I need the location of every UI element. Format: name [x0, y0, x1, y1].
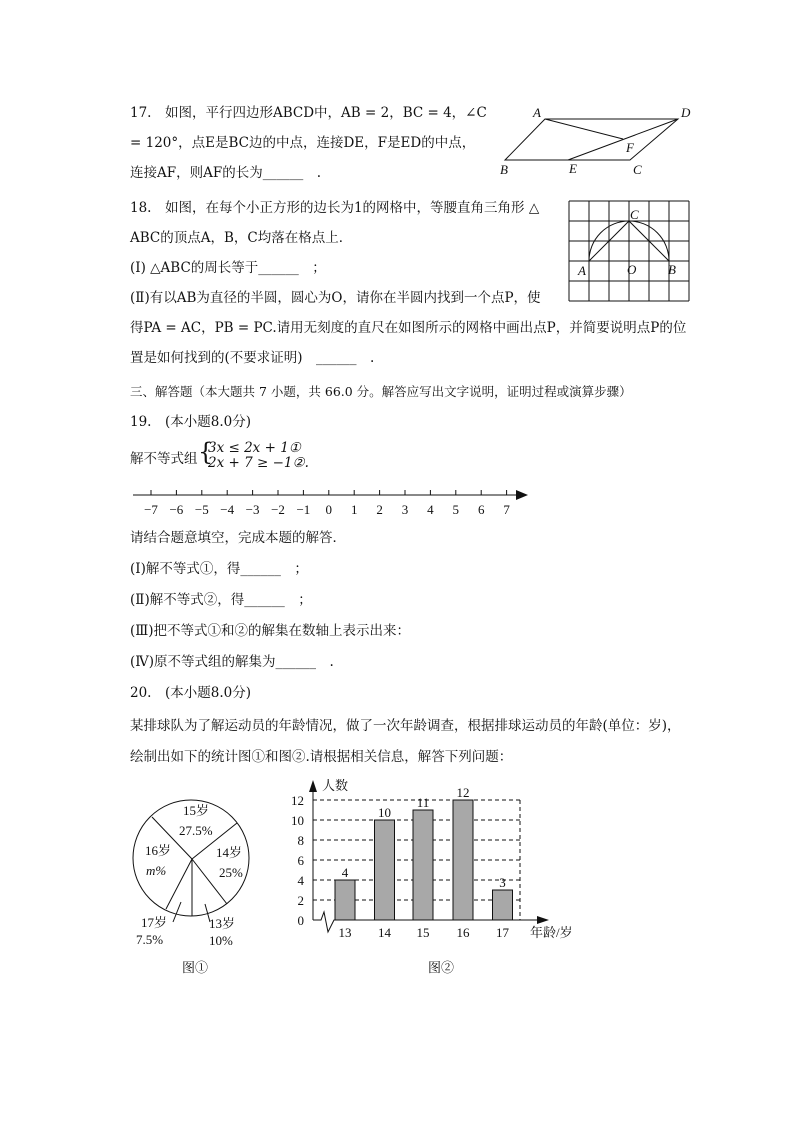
label-D: D [681, 105, 691, 120]
y-tick-label: 4 [297, 873, 304, 888]
q19-line2: (Ⅰ)解不等式①，得______ ； [130, 561, 308, 577]
bar [375, 820, 395, 920]
tick-label: −2 [271, 502, 285, 517]
pie-label-14: 14岁 [216, 845, 243, 860]
tick-label: −6 [169, 502, 184, 517]
q17-line2: = 120°，点E是BC边的中点，连接DE，F是ED的中点， [130, 135, 476, 151]
y-tick-label: 0 [297, 913, 304, 928]
parallelogram-figure [505, 119, 678, 160]
section-3-heading: 三、解答题（本大题共 7 小题，共 66.0 分。解答应写出文字说明，证明过程或演算步骤） [130, 384, 632, 399]
pie-pct-17: 7.5% [136, 932, 164, 947]
y-tick-label: 8 [297, 833, 304, 848]
q18-line6: 置是如何找到的(不要求证明) ______ . [130, 350, 375, 366]
q20-line1: 某排球队为了解运动员的年龄情况，做了一次年龄调查，根据排球运动员的年龄(单位：岁)， [130, 718, 681, 734]
label-B: B [500, 162, 508, 177]
q17-line1: 17. 如图，平行四边形ABCD中，AB = 2，BC = 4，∠C [130, 105, 487, 121]
tick-label: −5 [194, 502, 209, 517]
tick-label: 2 [376, 502, 383, 517]
grid-label-A: A [578, 263, 586, 278]
x-axis-label: 年龄/岁 [530, 925, 573, 940]
grid-label-C: C [630, 207, 639, 222]
grid-label-B: B [668, 262, 676, 277]
q19-line1: 请结合题意填空，完成本题的解答． [130, 530, 346, 546]
x-tick-label: 17 [496, 925, 509, 940]
x-tick-label: 16 [456, 925, 470, 940]
q20-header: 20. (本小题8.0分) [130, 685, 251, 701]
bar-chart [291, 778, 573, 975]
tick-label: 1 [350, 502, 358, 517]
y-axis-label: 人数 [322, 778, 349, 793]
q18-line3: (Ⅰ) △ABC的周长等于______ ； [130, 260, 326, 276]
bar-value-label: 10 [378, 805, 391, 820]
arrow-icon [516, 490, 528, 500]
tick-label: −1 [296, 502, 311, 517]
q18-line2: ABC的顶点A，B，C均落在格点上． [130, 230, 353, 246]
bar-value-label: 3 [499, 875, 506, 890]
pie-pct-15: 27.5% [179, 823, 213, 838]
bar-value-label: 11 [416, 795, 430, 810]
grid-label-O: O [627, 262, 637, 277]
q19-eq1: 3x ≤ 2x + 1① [208, 440, 301, 456]
tick-label: −7 [144, 502, 158, 517]
q19-line3: (Ⅱ)解不等式②，得______ ； [130, 592, 312, 608]
q20-line2: 绘制出如下的统计图①和图②.请根据相关信息，解答下列问题： [130, 749, 513, 765]
pie-pct-13: 10% [209, 933, 233, 948]
q19-line5: (Ⅳ)原不等式组的解集为______ . [130, 654, 334, 670]
pie-pct-16: m% [146, 863, 167, 878]
q19-eq2: 2x + 7 ≥ −1②. [208, 455, 309, 471]
q17-line3: 连接AF，则AF的长为______ . [130, 165, 322, 181]
label-A: A [533, 105, 541, 120]
x-tick-label: 14 [378, 925, 391, 940]
bar-value-label: 12 [456, 785, 470, 800]
bar [453, 800, 473, 920]
arrow-icon [537, 916, 549, 924]
label-C: C [633, 162, 642, 177]
tick-label: 3 [401, 502, 409, 517]
bar [493, 890, 513, 920]
pie-label-15: 15岁 [183, 803, 210, 818]
x-tick-label: 15 [416, 925, 430, 940]
number-line [133, 490, 528, 517]
bar [413, 810, 433, 920]
tick-label: 4 [427, 502, 434, 517]
q19-header: 19. (本小题8.0分) [130, 414, 251, 430]
y-tick-label: 12 [291, 793, 304, 808]
bar [335, 880, 355, 920]
tick-label: −4 [220, 502, 235, 517]
label-F: F [626, 140, 634, 155]
y-tick-label: 10 [291, 813, 304, 828]
pie-label-16: 16岁 [145, 843, 172, 858]
tick-label: 6 [477, 502, 485, 517]
pie-pct-14: 25% [219, 865, 243, 880]
pie-label-13: 13岁 [209, 916, 236, 931]
tick-label: 7 [503, 502, 510, 517]
pie-caption: 图① [182, 960, 209, 975]
tick-label: 0 [325, 502, 333, 517]
bar-caption: 图② [428, 960, 455, 975]
brace: { [198, 438, 214, 466]
grid-figure [569, 201, 689, 301]
x-tick-label: 13 [338, 925, 352, 940]
tick-label: 5 [452, 502, 460, 517]
q18-line1: 18. 如图，在每个小正方形的边长为1的网格中，等腰直角三角形 △ [130, 200, 540, 216]
q19-line4: (Ⅲ)把不等式①和②的解集在数轴上表示出来： [130, 623, 411, 639]
q19-intro: 解不等式组 [130, 451, 198, 467]
pie-label-17: 17岁 [141, 915, 168, 930]
q18-line4: (Ⅱ)有以AB为直径的半圆，圆心为O，请你在半圆内找到一个点P，使 [130, 290, 541, 306]
q18-line5: 得PA = AC，PB = PC.请用无刻度的直尺在如图所示的网格中画出点P，并简要说明点P的位 [130, 320, 687, 336]
arrow-icon [309, 780, 317, 792]
y-tick-label: 6 [297, 853, 304, 868]
bar-value-label: 4 [341, 865, 349, 880]
tick-label: −3 [245, 502, 260, 517]
pie-chart [133, 800, 249, 922]
y-tick-label: 2 [297, 893, 304, 908]
label-E: E [569, 161, 577, 176]
